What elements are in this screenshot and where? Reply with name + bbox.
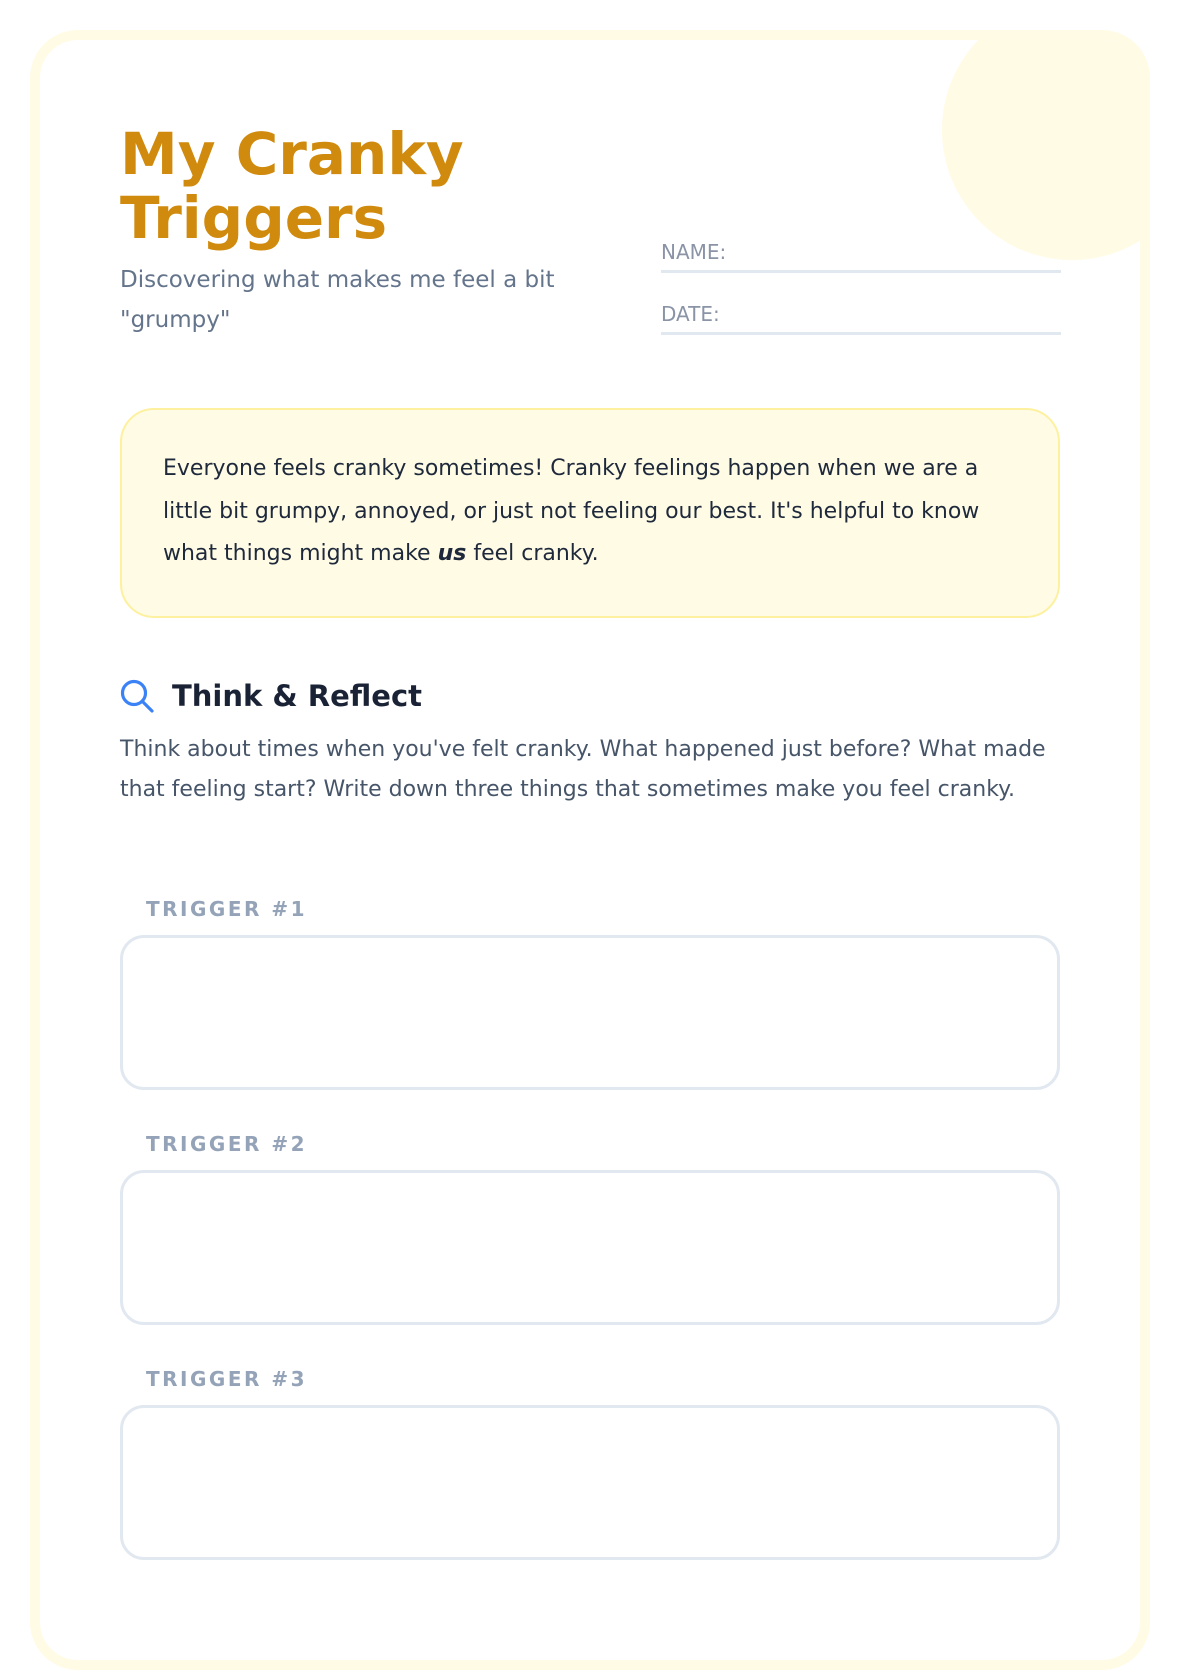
section-title: Think & Reflect [172, 679, 422, 713]
title-line-2: Triggers [120, 184, 388, 252]
page-subtitle: Discovering what makes me feel a bit "grumpy" [120, 267, 555, 333]
search-icon [118, 677, 156, 715]
trigger-3-label: TRIGGER #3 [146, 1367, 308, 1391]
intro-emphasis: us [437, 541, 467, 566]
trigger-1-label: TRIGGER #1 [146, 897, 308, 921]
intro-text-end: feel cranky. [466, 541, 599, 566]
title-line-1: My Cranky [120, 120, 464, 188]
trigger-1-box [120, 935, 1060, 1090]
name-field[interactable] [661, 230, 1061, 273]
trigger-3-box [120, 1405, 1060, 1560]
trigger-2-label: TRIGGER #2 [146, 1132, 308, 1156]
section-header [118, 676, 422, 716]
section-instructions: Think about times when you've felt cranky. What happened just before? What made that feeling start? Write down three things that sometimes make you feel cranky. [120, 737, 1046, 802]
trigger-2-input[interactable] [123, 1173, 1057, 1322]
trigger-1-input[interactable] [123, 938, 1057, 1087]
intro-text: Everyone feels cranky sometimes! Cranky feelings happen when we are a little bit grumpy, annoyed, or just not feeling our best. It's helpful to know what things might make [163, 456, 980, 566]
date-field[interactable] [661, 292, 1061, 335]
intro-box [120, 408, 1060, 618]
trigger-3-input[interactable] [123, 1408, 1057, 1557]
page-title [120, 122, 640, 250]
worksheet-card [30, 30, 1150, 1670]
trigger-2-box [120, 1170, 1060, 1325]
name-label: NAME: [661, 240, 727, 264]
decorative-circle [942, 30, 1150, 260]
date-label: DATE: [661, 302, 720, 326]
